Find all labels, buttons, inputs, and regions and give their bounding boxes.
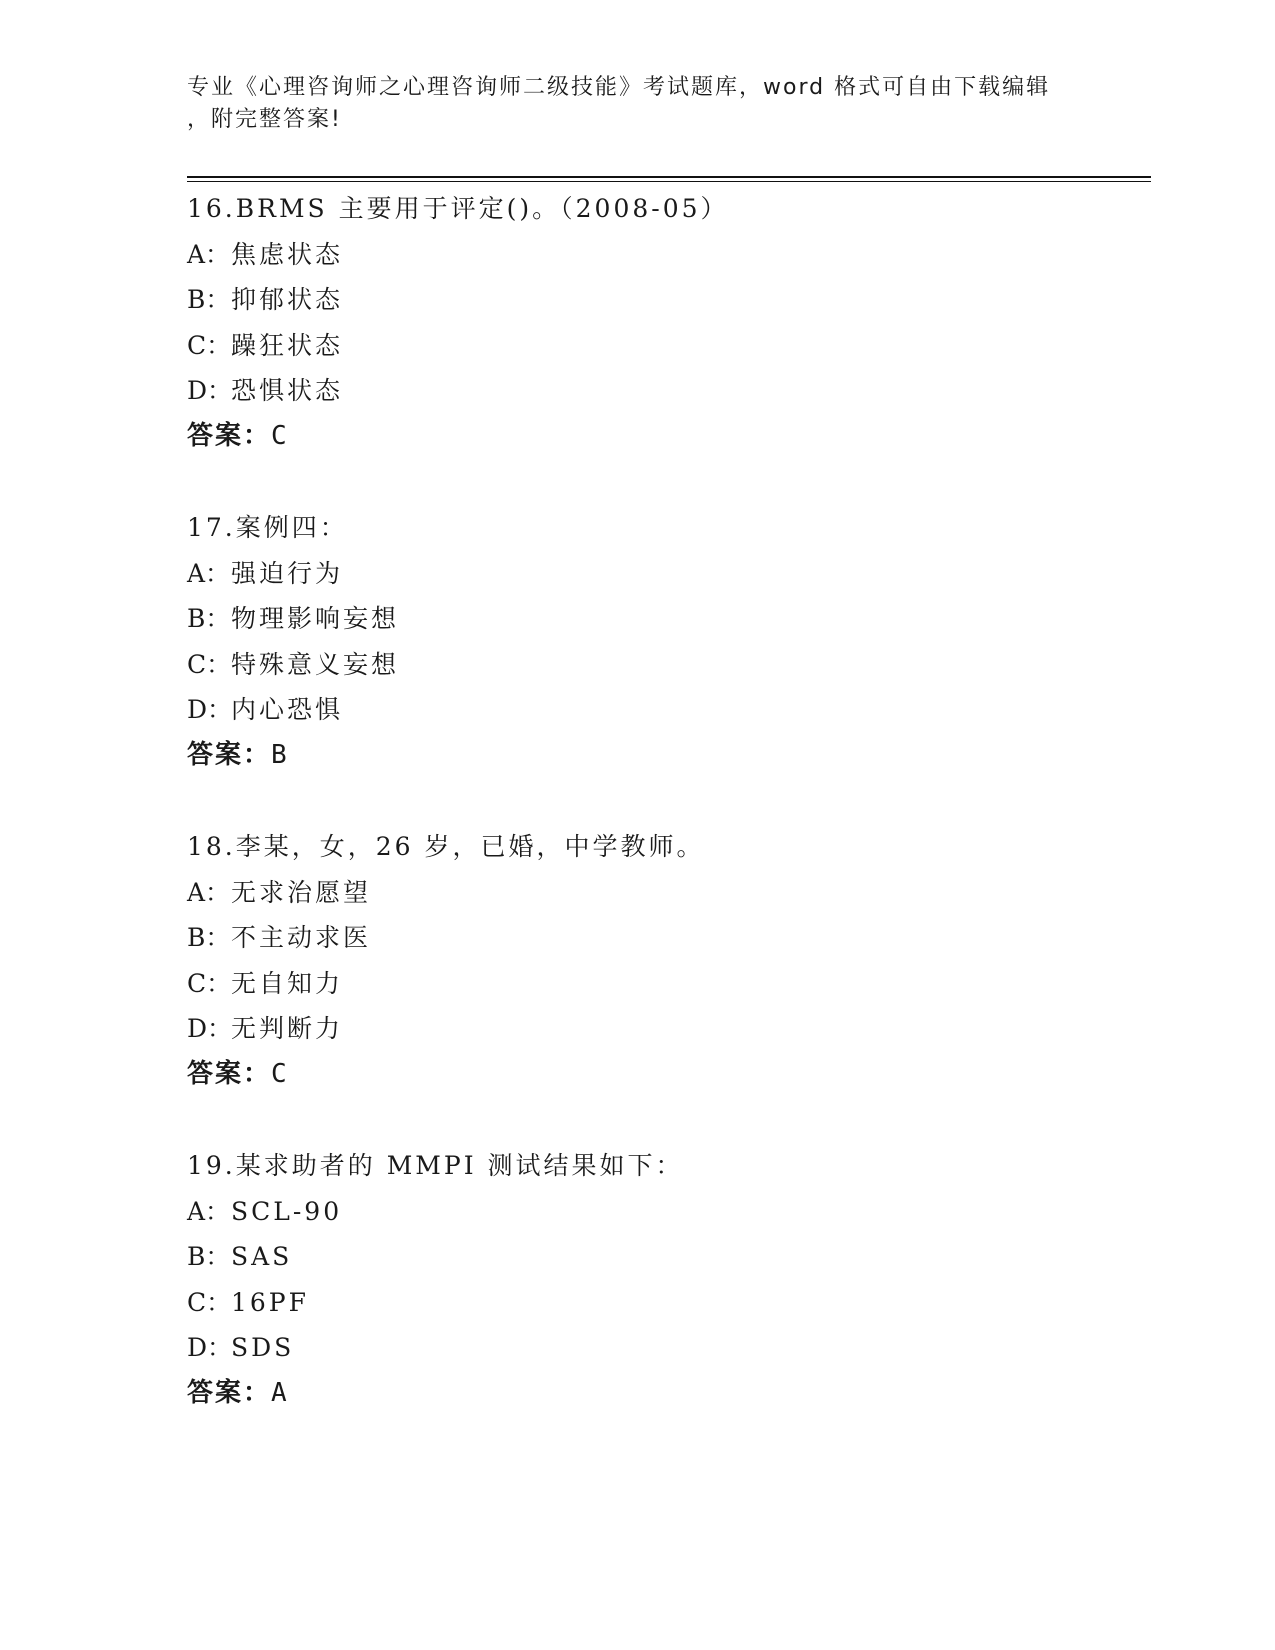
option-d — [187, 1006, 1087, 1052]
option-key: C： — [187, 330, 232, 360]
option-key: B： — [187, 923, 231, 952]
option-text: 焦虑状态 — [231, 239, 344, 269]
question-stem: 17.案例四： — [187, 513, 348, 542]
answer-value: B — [271, 739, 287, 770]
option-a — [187, 232, 1087, 278]
option-key: C： — [187, 649, 232, 679]
option-key: D： — [187, 1333, 233, 1362]
option-c — [187, 1280, 1087, 1326]
answer-value: C — [271, 1058, 287, 1089]
header-divider-thin — [187, 181, 1151, 182]
option-key: D： — [187, 695, 233, 724]
question-18 — [187, 824, 1087, 1097]
option-a — [187, 870, 1087, 916]
option-a — [187, 551, 1087, 597]
option-key: A： — [187, 558, 231, 588]
option-text: 无判断力 — [231, 1014, 344, 1043]
option-a — [187, 1189, 1087, 1235]
answer-value: C — [271, 420, 287, 451]
option-text: 无求治愿望 — [231, 877, 372, 907]
answer — [187, 414, 1087, 460]
option-text: SCL-90 — [231, 1196, 343, 1226]
answer-value: A — [271, 1377, 287, 1408]
answer — [187, 1052, 1087, 1098]
option-b — [187, 915, 1087, 961]
option-key: D： — [187, 1014, 233, 1043]
question-16 — [187, 186, 1087, 459]
option-text: 强迫行为 — [231, 558, 344, 588]
option-d — [187, 687, 1087, 733]
answer-label: 答案： — [187, 739, 272, 770]
header-line-2: ，附完整答案! — [187, 107, 342, 132]
answer — [187, 1371, 1087, 1417]
option-text: 不主动求医 — [231, 923, 372, 952]
option-text: 物理影响妄想 — [231, 604, 400, 633]
question-stem: 18.李某，女，26 岁，已婚，中学教师。 — [187, 832, 705, 861]
document-header — [187, 72, 1087, 136]
header-divider-thick — [187, 176, 1151, 178]
option-text: 内心恐惧 — [231, 695, 344, 724]
question-17 — [187, 505, 1087, 778]
answer — [187, 733, 1087, 779]
option-key: D： — [187, 376, 233, 405]
question-stem: 16.BRMS 主要用于评定()。（2008-05） — [187, 194, 729, 223]
answer-label: 答案： — [187, 1058, 272, 1089]
option-b — [187, 277, 1087, 323]
option-text: 特殊意义妄想 — [231, 649, 400, 679]
answer-label: 答案： — [187, 420, 272, 451]
option-key: B： — [187, 1242, 231, 1271]
option-key: A： — [187, 1196, 231, 1226]
option-text: 抑郁状态 — [231, 285, 344, 314]
option-b — [187, 1234, 1087, 1280]
option-d — [187, 1325, 1087, 1371]
option-b — [187, 596, 1087, 642]
option-key: B： — [187, 285, 231, 314]
option-text: 16PF — [231, 1287, 309, 1317]
option-text: 恐惧状态 — [231, 376, 344, 405]
header-line-1: 专业《心理咨询师之心理咨询师二级技能》考试题库，word 格式可自由下载编辑 — [187, 75, 1051, 100]
question-19 — [187, 1143, 1087, 1416]
option-key: C： — [187, 1287, 232, 1317]
option-text: SAS — [231, 1242, 293, 1271]
option-key: A： — [187, 239, 231, 269]
option-text: 躁狂状态 — [231, 330, 344, 360]
option-c — [187, 961, 1087, 1007]
option-text: 无自知力 — [231, 968, 344, 998]
option-key: B： — [187, 604, 231, 633]
option-key: C： — [187, 968, 232, 998]
option-d — [187, 368, 1087, 414]
option-c — [187, 642, 1087, 688]
answer-label: 答案： — [187, 1377, 272, 1408]
option-key: A： — [187, 877, 231, 907]
option-c — [187, 323, 1087, 369]
question-stem: 19.某求助者的 MMPI 测试结果如下： — [187, 1151, 684, 1180]
option-text: SDS — [231, 1333, 295, 1362]
